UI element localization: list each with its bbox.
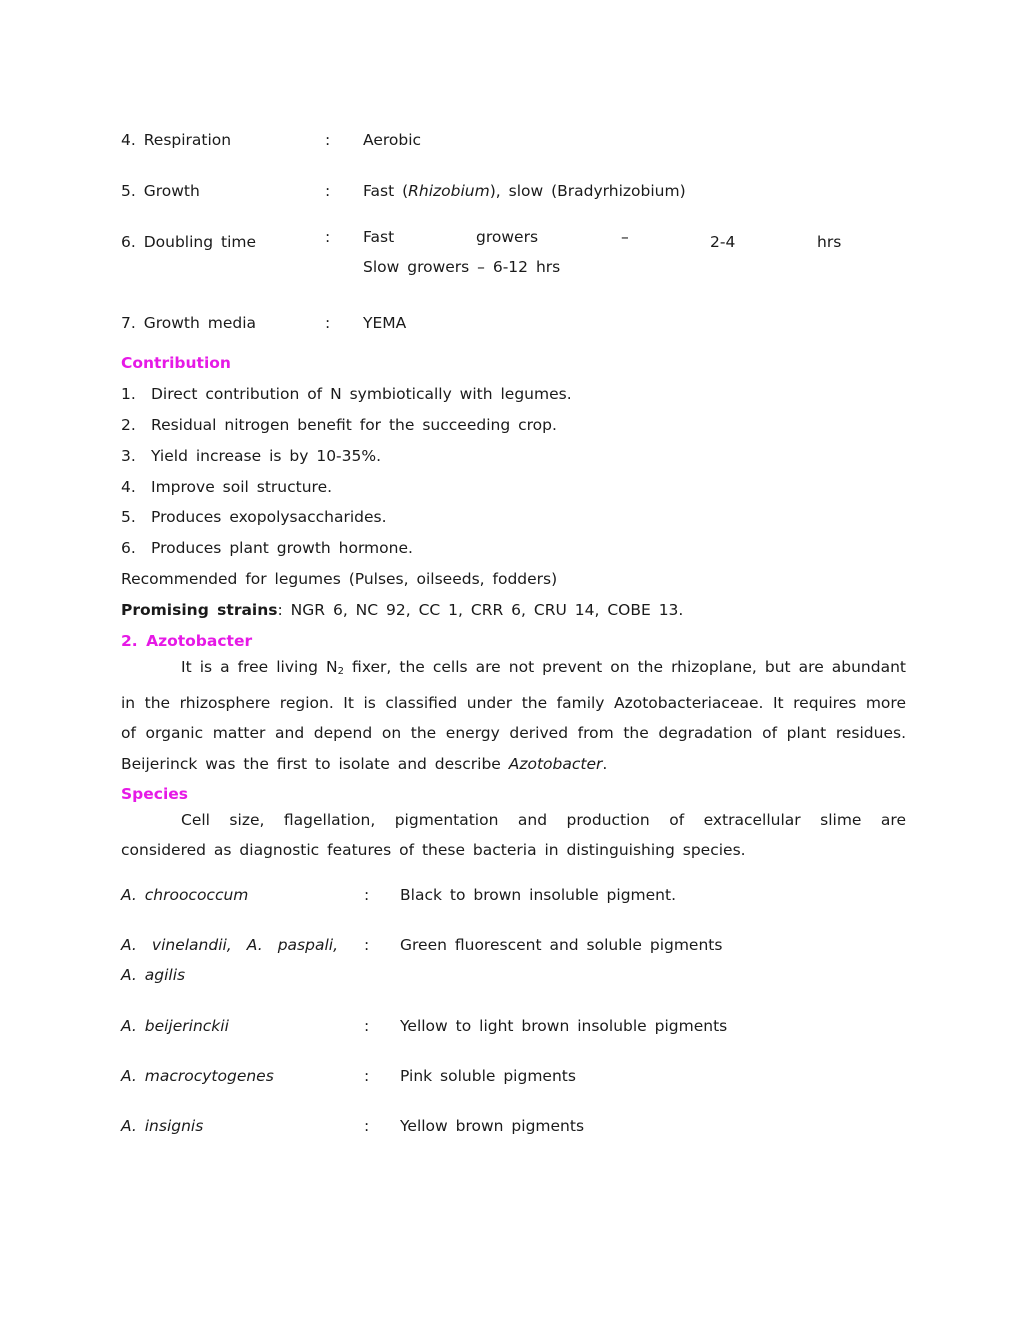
growth-media-colon: : <box>325 314 331 332</box>
azotobacter-para-a: It is a free living N <box>181 658 338 676</box>
list-item: Direct contribution of N symbiotically with legumes. <box>151 385 572 403</box>
azotobacter-para-italic: Azotobacter <box>508 754 603 773</box>
list-item-number: 1. <box>121 385 136 403</box>
promising-strains <box>121 601 683 619</box>
growth-value <box>363 182 686 200</box>
growth-value-post: ), slow (Bradyrhizobium) <box>489 182 686 200</box>
list-item: Improve soil structure. <box>151 478 333 496</box>
list-item-number: 6. <box>121 539 136 557</box>
doubling-fast-unit: hrs <box>817 233 842 251</box>
growth-colon: : <box>325 182 331 200</box>
recommended-text: Recommended for legumes (Pulses, oilseeds, fodders) <box>121 570 558 588</box>
azotobacter-para-subscript: 2 <box>337 666 345 677</box>
species-heading: Species <box>121 785 189 803</box>
species-name: A. macrocytogenes <box>121 1067 274 1085</box>
species-name: A. vinelandii, A. paspali, <box>121 936 338 954</box>
list-item: Yield increase is by 10-35%. <box>151 447 382 465</box>
list-item-number: 3. <box>121 447 136 465</box>
species-description: Yellow brown pigments <box>400 1117 585 1135</box>
azotobacter-para-b: fixer, the cells are not prevent on the rhizoplane, but are abundant in the rhizosphere region. It is classified under the family Azotobacteriaceae. It requires more of organic matter and depend on the energy derived from the degradation of plant residues. Beijerinck was the first to isolate and describe <box>121 658 906 773</box>
growth-value-pre: Fast ( <box>363 182 409 200</box>
doubling-time-colon: : <box>325 228 331 246</box>
doubling-fast-range: 2-4 <box>710 233 736 251</box>
species-colon: : <box>364 936 370 954</box>
growth-value-italic: Rhizobium <box>408 182 490 200</box>
species-description: Pink soluble pigments <box>400 1067 576 1085</box>
species-colon: : <box>364 886 370 904</box>
list-item-number: 5. <box>121 508 136 526</box>
azotobacter-para-end: . <box>602 754 608 773</box>
species-name: A. beijerinckii <box>121 1017 229 1035</box>
doubling-time-label: 6. Doubling time <box>121 233 257 251</box>
respiration-colon: : <box>325 131 331 149</box>
respiration-label: 4. Respiration <box>121 131 232 149</box>
species-colon: : <box>364 1017 370 1035</box>
species-colon: : <box>364 1117 370 1135</box>
contribution-heading: Contribution <box>121 354 231 372</box>
list-item-number: 2. <box>121 416 136 434</box>
list-item: Residual nitrogen benefit for the succeeding crop. <box>151 416 557 434</box>
growth-media-value: YEMA <box>363 314 407 332</box>
azotobacter-heading: 2. Azotobacter <box>121 632 253 650</box>
azotobacter-paragraph <box>121 652 906 779</box>
species-description: Black to brown insoluble pigment. <box>400 886 677 904</box>
species-name-line2: A. agilis <box>121 966 186 984</box>
doubling-growers-word: growers <box>476 228 539 246</box>
respiration-value: Aerobic <box>363 131 422 149</box>
species-description: Yellow to light brown insoluble pigments <box>400 1017 728 1035</box>
species-paragraph-line1: Cell size, flagellation, pigmentation and production of extracellular slime are <box>181 811 906 829</box>
species-paragraph-line2: considered as diagnostic features of these bacteria in distinguishing species. <box>121 841 746 859</box>
species-name: A. insignis <box>121 1117 204 1135</box>
species-colon: : <box>364 1067 370 1085</box>
species-description: Green fluorescent and soluble pigments <box>400 936 723 954</box>
species-name: A. chroococcum <box>121 886 249 904</box>
list-item-number: 4. <box>121 478 136 496</box>
doubling-slow-line: Slow growers – 6-12 hrs <box>363 258 561 276</box>
growth-media-label: 7. Growth media <box>121 314 257 332</box>
growth-label: 5. Growth <box>121 182 200 200</box>
doubling-dash: – <box>621 228 629 246</box>
promising-strains-value: : NGR 6, NC 92, CC 1, CRR 6, CRU 14, COBE 13. <box>277 601 684 619</box>
list-item: Produces exopolysaccharides. <box>151 508 387 526</box>
doubling-fast-word: Fast <box>363 228 395 246</box>
list-item: Produces plant growth hormone. <box>151 539 413 557</box>
promising-strains-label: Promising strains <box>121 601 278 619</box>
